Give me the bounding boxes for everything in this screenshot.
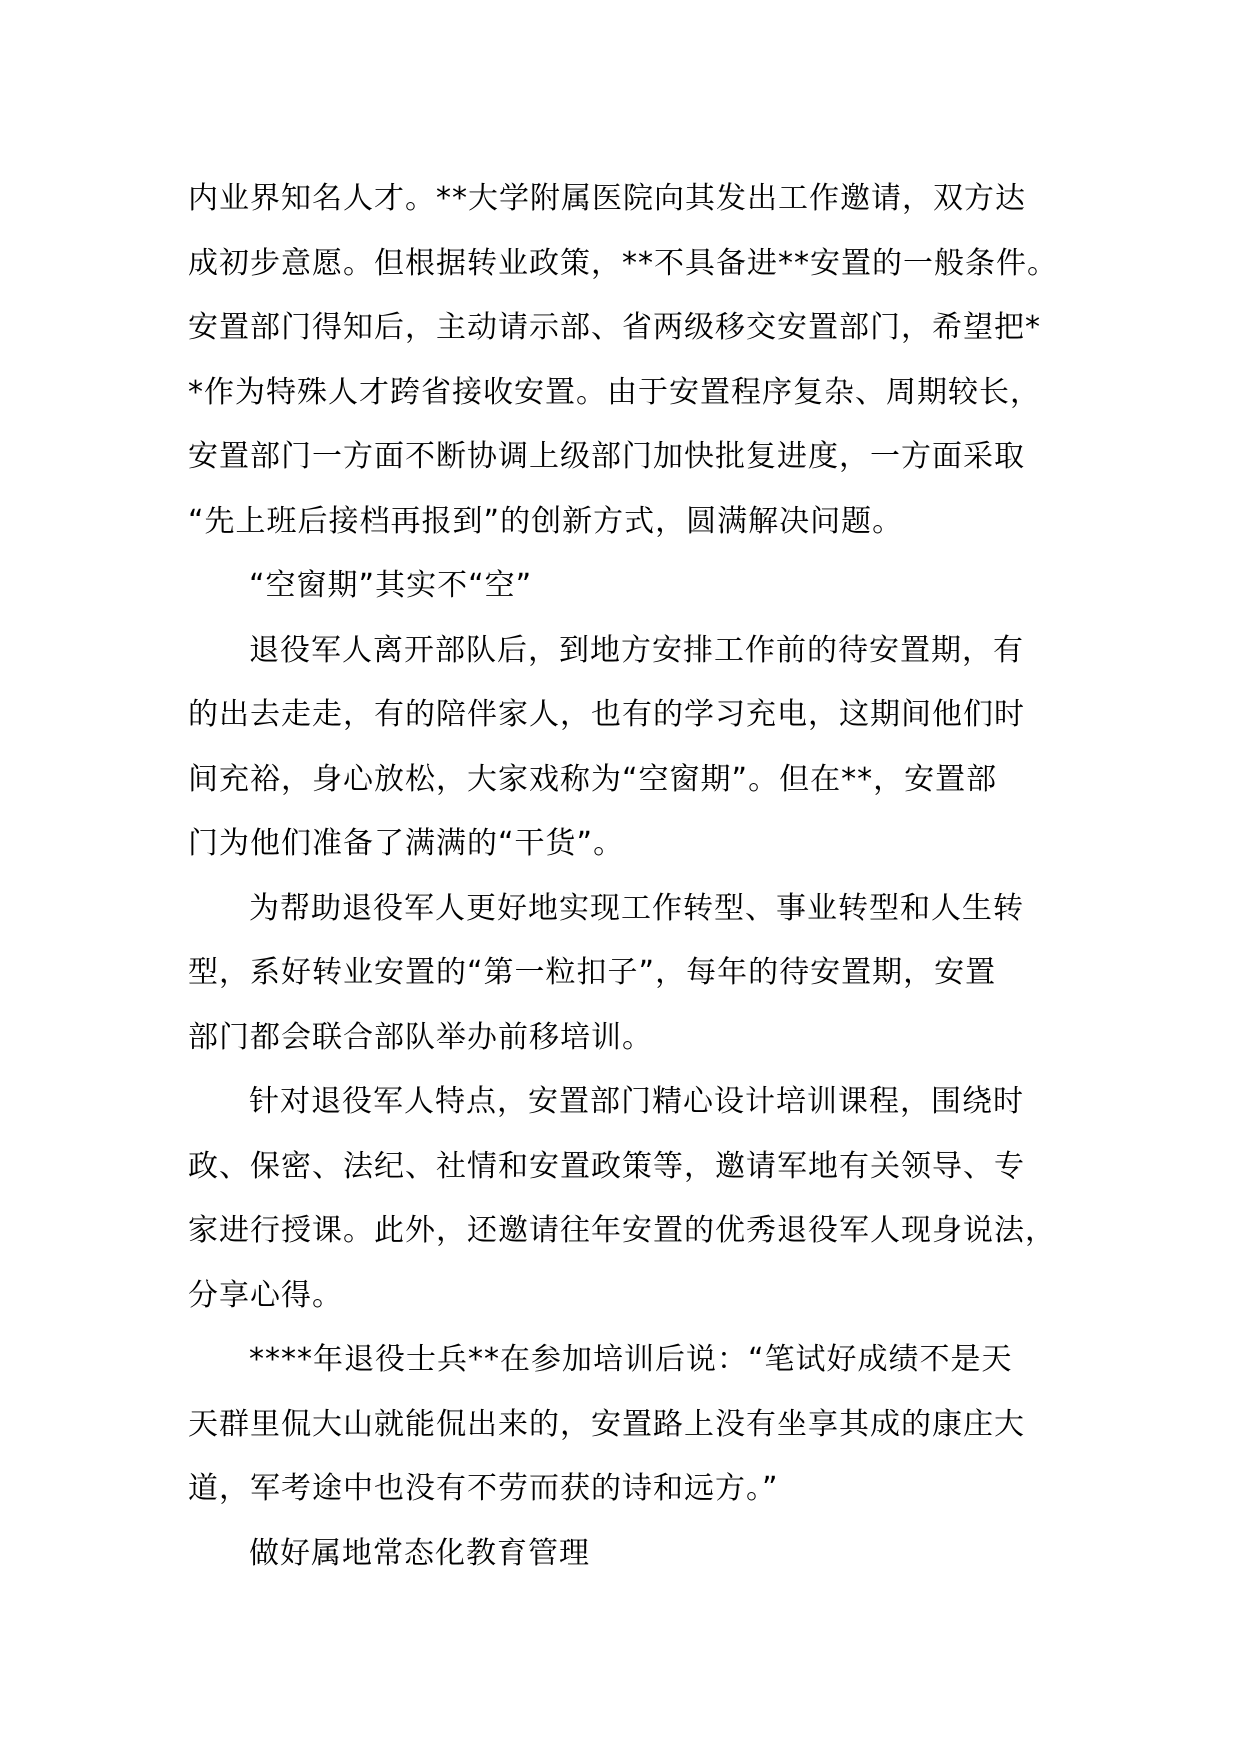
- paragraph-line: ****年退役士兵**在参加培训后说：“笔试好成绩不是天: [249, 1342, 1013, 1377]
- paragraph-line: 型，系好转业安置的“第一粒扣子”，每年的待安置期，安置: [188, 955, 997, 990]
- paragraph-line: 针对退役军人特点，安置部门精心设计培训课程，围绕时: [249, 1084, 1024, 1119]
- paragraph-line: *作为特殊人才跨省接收安置。由于安置程序复杂、周期较长，: [188, 374, 1041, 410]
- paragraph-line: 退役军人离开部队后，到地方安排工作前的待安置期，有: [249, 632, 1024, 668]
- paragraph-line: 分享心得。: [188, 1277, 343, 1313]
- document-body: [188, 167, 1088, 1586]
- paragraph-line: 天群里侃大山就能侃出来的，安置路上没有坐享其成的康庄大: [188, 1406, 1025, 1442]
- paragraph-line: 安置部门得知后，主动请示部、省两级移交安置部门，希望把*: [188, 310, 1041, 345]
- paragraph-line: “先上班后接档再报到”的创新方式，圆满解决问题。: [188, 503, 904, 539]
- paragraph-line: 政、保密、法纪、社情和安置政策等，邀请军地有关领导、专: [188, 1148, 1025, 1184]
- paragraph-line: 道，军考途中也没有不劳而获的诗和远方。”: [188, 1471, 779, 1506]
- paragraph-line: 部门都会联合部队举办前移培训。: [188, 1019, 653, 1055]
- paragraph-line: 为帮助退役军人更好地实现工作转型、事业转型和人生转: [249, 890, 1024, 926]
- paragraph-line: 成初步意愿。但根据转业政策，**不具备进**安置的一般条件。: [188, 245, 1058, 281]
- paragraph-line: 安置部门一方面不断协调上级部门加快批复进度，一方面采取: [188, 439, 1025, 474]
- paragraph-line: 的出去走走，有的陪伴家人，也有的学习充电，这期间他们时: [188, 697, 1025, 732]
- section-heading: “空窗期”其实不“空”: [249, 568, 533, 603]
- paragraph-line: 门为他们准备了满满的“干货”。: [188, 826, 625, 861]
- paragraph-line: 间充裕，身心放松，大家戏称为“空窗期”。但在**，安置部: [188, 761, 998, 797]
- section-heading: 做好属地常态化教育管理: [249, 1535, 590, 1571]
- paragraph-line: 家进行授课。此外，还邀请往年安置的优秀退役军人现身说法，: [188, 1213, 1056, 1248]
- paragraph-line: 内业界知名人才。**大学附属医院向其发出工作邀请，双方达: [188, 181, 1026, 216]
